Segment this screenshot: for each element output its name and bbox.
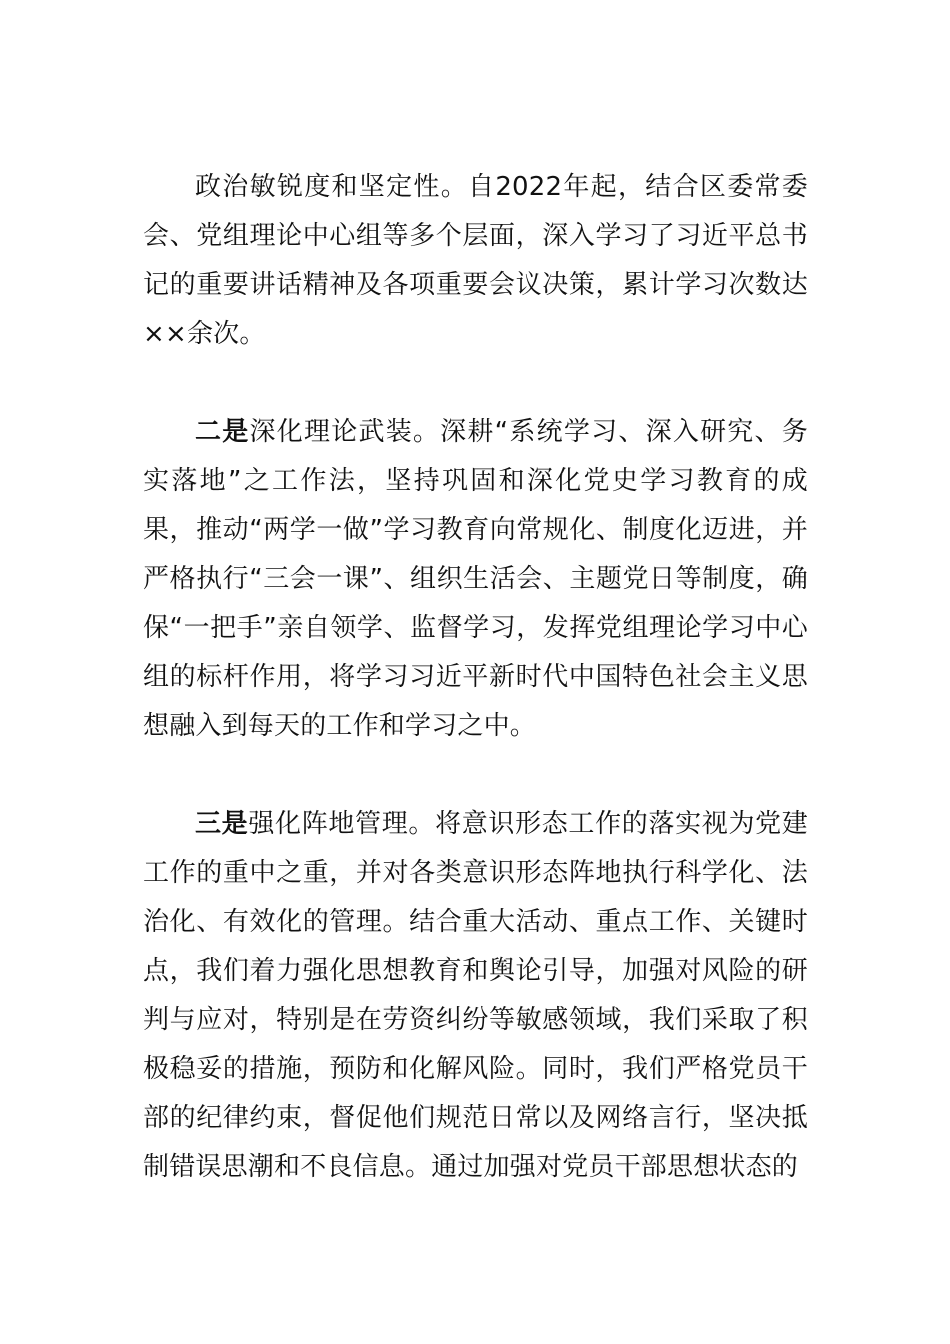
paragraph-spacer: [143, 751, 808, 800]
paragraph-2: [143, 408, 808, 751]
paragraph-1-text: 政治敏锐度和坚定性。自2022年起，结合区委常委会、党组理论中心组等多个层面，深入学习了习近平总书记的重要讲话精神及各项重要会议决策，累计学习次数达××余次。: [143, 172, 808, 349]
paragraph-3-lead: 三是: [195, 809, 249, 839]
paragraph-1: [143, 163, 808, 359]
paragraph-3-text: 强化阵地管理。将意识形态工作的落实视为党建工作的重中之重，并对各类意识形态阵地执行科学化、法治化、有效化的管理。结合重大活动、重点工作、关键时点，我们着力强化思想教育和舆论引导，加强对风险的研判与应对，特别是在劳资纠纷等敏感领域，我们采取了积极稳妥的措施，预防和化解风险。同时，我们严格党员干部的纪律约束，督促他们规范日常以及网络言行，坚决抵制错误思潮和不良信息。通过加强对党员干部思想状态的: [143, 809, 809, 1182]
paragraph-2-lead: 二是: [195, 417, 250, 447]
paragraph-3: [143, 800, 808, 1192]
paragraph-2-text: 深化理论武装。深耕“系统学习、深入研究、务实落地”之工作法，坚持巩固和深化党史学习教育的成果，推动“两学一做”学习教育向常规化、制度化迈进，并严格执行“三会一课”、组织生活会、主题党日等制度，确保“一把手”亲自领学、监督学习，发挥党组理论学习中心组的标杆作用，将学习习近平新时代中国特色社会主义思想融入到每天的工作和学习之中。: [143, 417, 808, 741]
document-body: [143, 163, 808, 1192]
paragraph-spacer: [143, 359, 808, 408]
